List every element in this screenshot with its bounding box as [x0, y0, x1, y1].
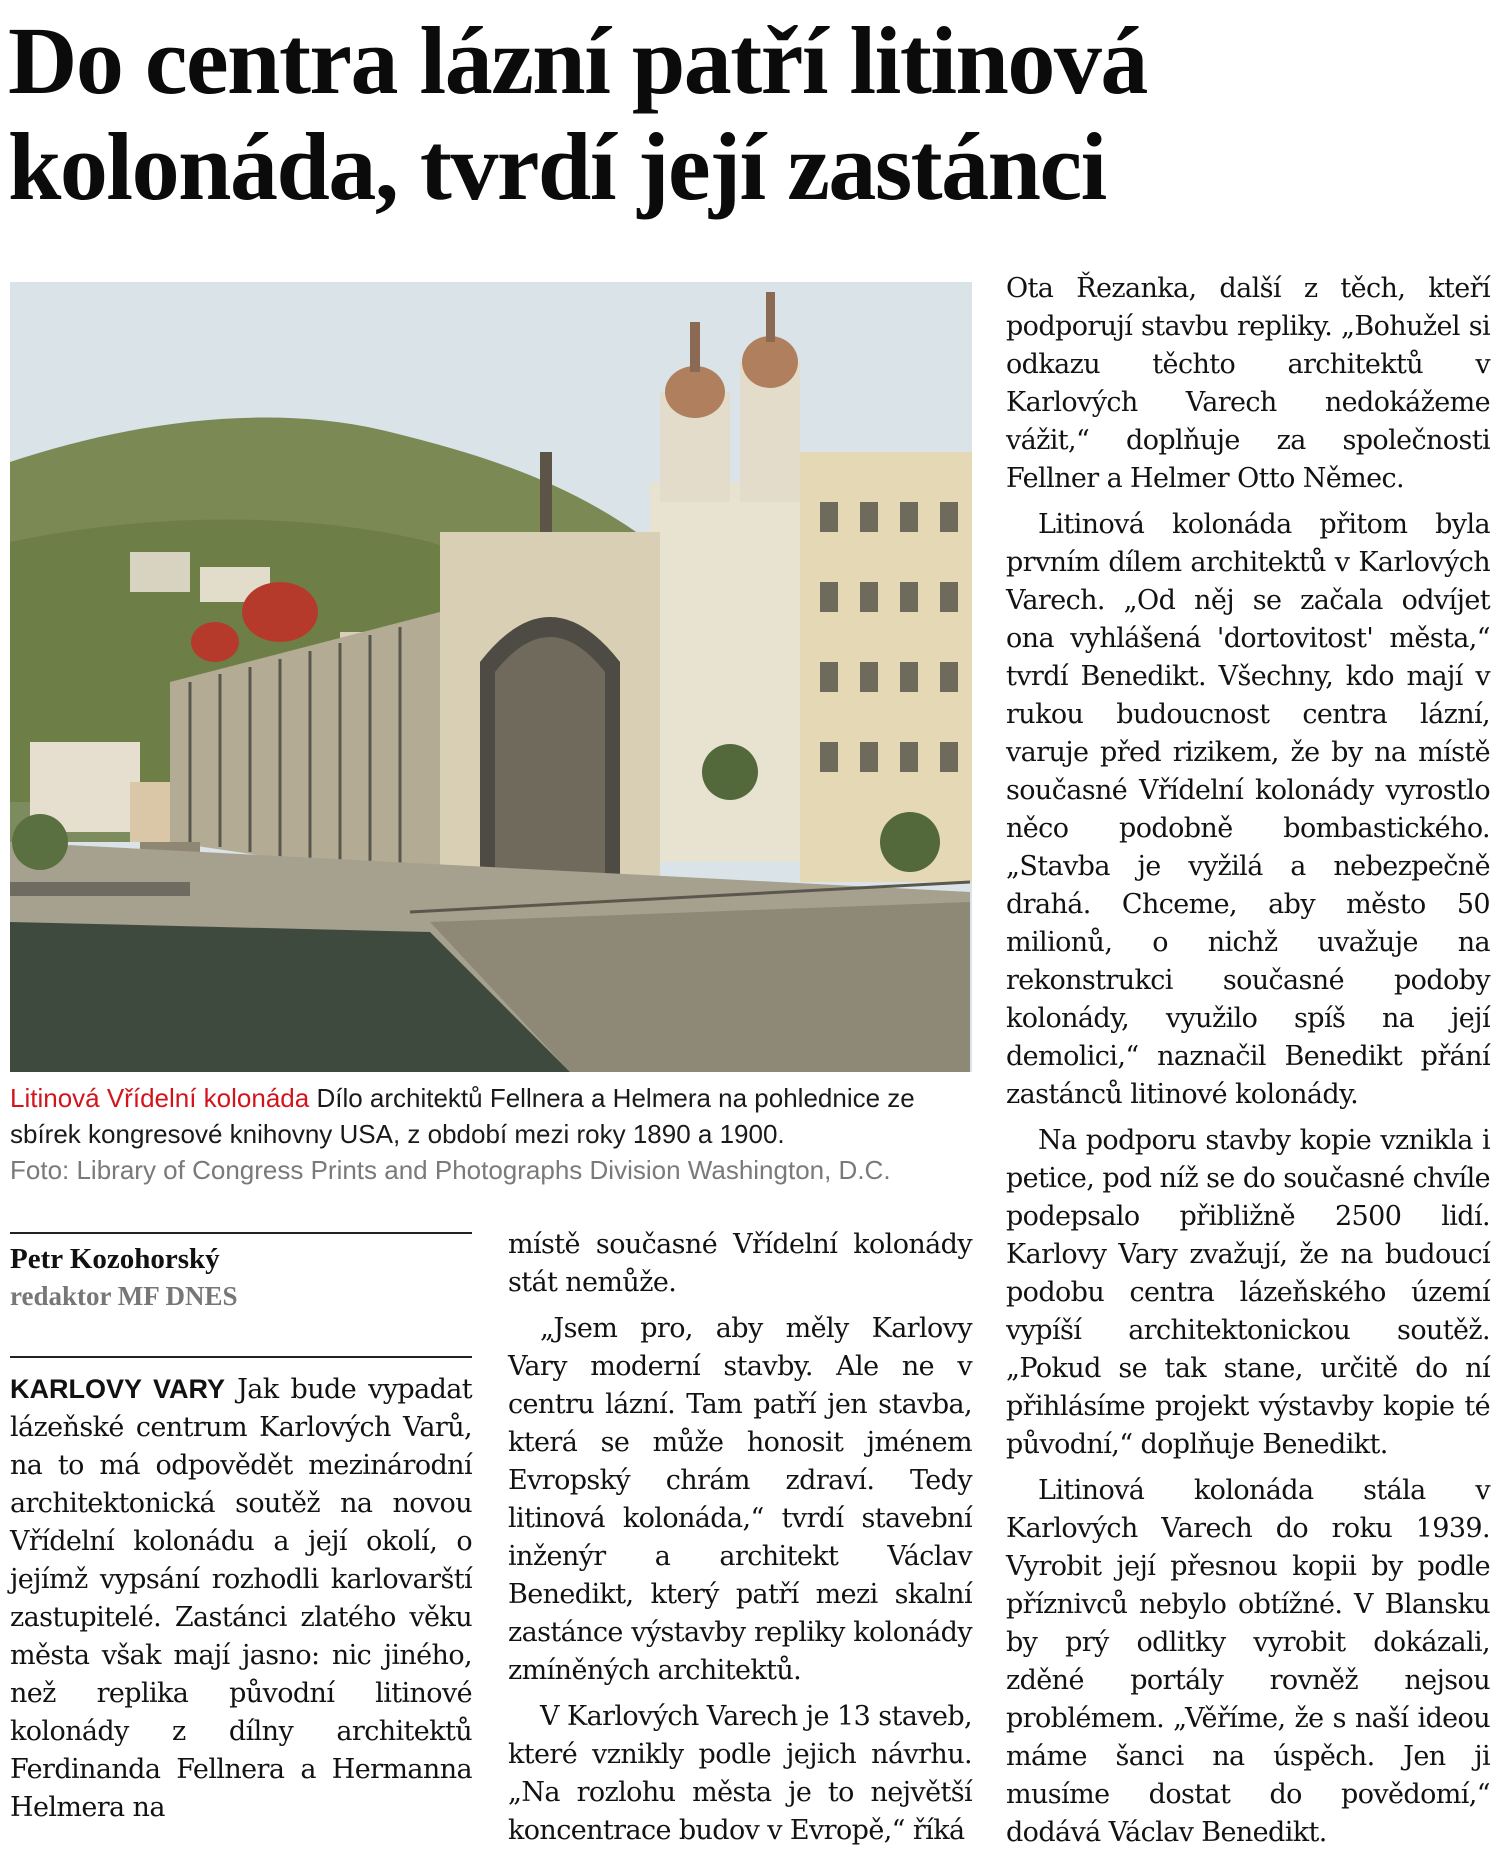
article-column-1 — [10, 1370, 472, 1835]
article-paragraph: V Karlových Varech je 13 staveb, které vznikly podle jejich návrhu. „Na rozlohu města je to největší koncentrace budov v Evropě,“ říká — [508, 1701, 972, 1846]
colonnade-photo — [10, 282, 972, 1072]
article-paragraph: Litinová kolonáda přitom byla prvním dílem architektů v Karlových Varech. „Od něj se začala odvíjet ona vyhlášená 'dortovitost' města,“ tvrdí Benedikt. Všechny, kdo mají v rukou budoucnost centra lázní, varuje před rizikem, že by na místě současné Vřídelní kolonády vyrostlo něco podobně bombastického. „Stavba je vyžilá a nebezpečně drahá. Chceme, aby město 50 milionů, o nichž uvažuje na rekonstrukci současné podoby kolonády, využilo spíš na její demolici,“ naznačil Benedikt přání zastánců litinové kolonády. — [1006, 509, 1490, 1110]
dateline: KARLOVY VARY — [10, 1374, 226, 1404]
article-column-2 — [508, 1226, 972, 1858]
photo-caption — [10, 1080, 974, 1188]
article-column-3 — [1006, 270, 1490, 1860]
article-paragraph: Ota Řezanka, další z těch, kteří podporují stavbu repliky. „Bohužel si odkazu těchto architektů v Karlových Varech nedokážeme vážit,“ doplňuje za společnosti Fellner a Helmer Otto Němec. — [1006, 273, 1490, 494]
article-paragraph — [10, 1370, 472, 1827]
caption-title: Litinová Vřídelní kolonáda — [10, 1083, 310, 1113]
article-paragraph: Na podporu stavby kopie vznikla i petice, pod níž se do současné chvíle podepsalo přibližně 2500 lidí. Karlovy Vary zvažují, že na budoucí podobu centra lázeňského území vypíší architektonickou soutěž. „Pokud se tak stane, určitě do ní přihlásíme projekt výstavby kopie té původní,“ doplňuje Benedikt. — [1006, 1125, 1490, 1460]
article-paragraph: „Jsem pro, aby měly Karlovy Vary moderní stavby. Ale ne v centru lázní. Tam patří jen stavba, která se může honosit jménem Evropský chrám zdraví. Tedy litinová kolonáda,“ tvrdí stavební inženýr a architekt Václav Benedikt, který patří mezi skalní zastánce výstavby repliky kolonády zmíněných architektů. — [508, 1313, 972, 1686]
headline: Do centra lázní patří litinová kolonáda, tvrdí její zastánci — [8, 7, 1147, 220]
byline-rule-top — [10, 1232, 472, 1234]
byline — [10, 1240, 470, 1314]
author-role: redaktor MF DNES — [10, 1281, 238, 1311]
photo-credit: Foto: Library of Congress Prints and Photographs Division Washington, D.C. — [10, 1155, 891, 1185]
article-paragraph: Litinová kolonáda stála v Karlových Varech do roku 1939. Vyrobit její přesnou kopii by podle příznivců nebylo obtížné. V Blansku by prý odlitky vyrobit dokázali, zděné portály rovněž nejsou problémem. „Věříme, že s naší ideou máme šanci na úspěch. Jen ji musíme dostat do povědomí,“ dodává Václav Benedikt. — [1006, 1475, 1490, 1848]
author-name: Petr Kozohorský — [10, 1243, 220, 1275]
article-paragraph: místě současné Vřídelní kolonády stát nemůže. — [508, 1229, 972, 1298]
paragraph-text: Jak bude vypadat lázeňské centrum Karlových Varů, na to má odpovědět mezinárodní architektonická soutěž na novou Vřídelní kolonádu a její okolí, o jejímž vypsání rozhodli karlovarští zastupitelé. Zastánci zlatého věku města však mají jasno: nic jiného, než replika původní litinové kolonády z dílny architektů Ferdinanda Fellnera a Hermanna Helmera na — [10, 1374, 473, 1823]
byline-rule-bottom — [10, 1356, 472, 1358]
caption-text: Dílo architektů Fellnera a Helmera na pohlednice ze sbírek kongresové knihovny USA, z období mezi roky 1890 a 1900. — [10, 1083, 915, 1149]
